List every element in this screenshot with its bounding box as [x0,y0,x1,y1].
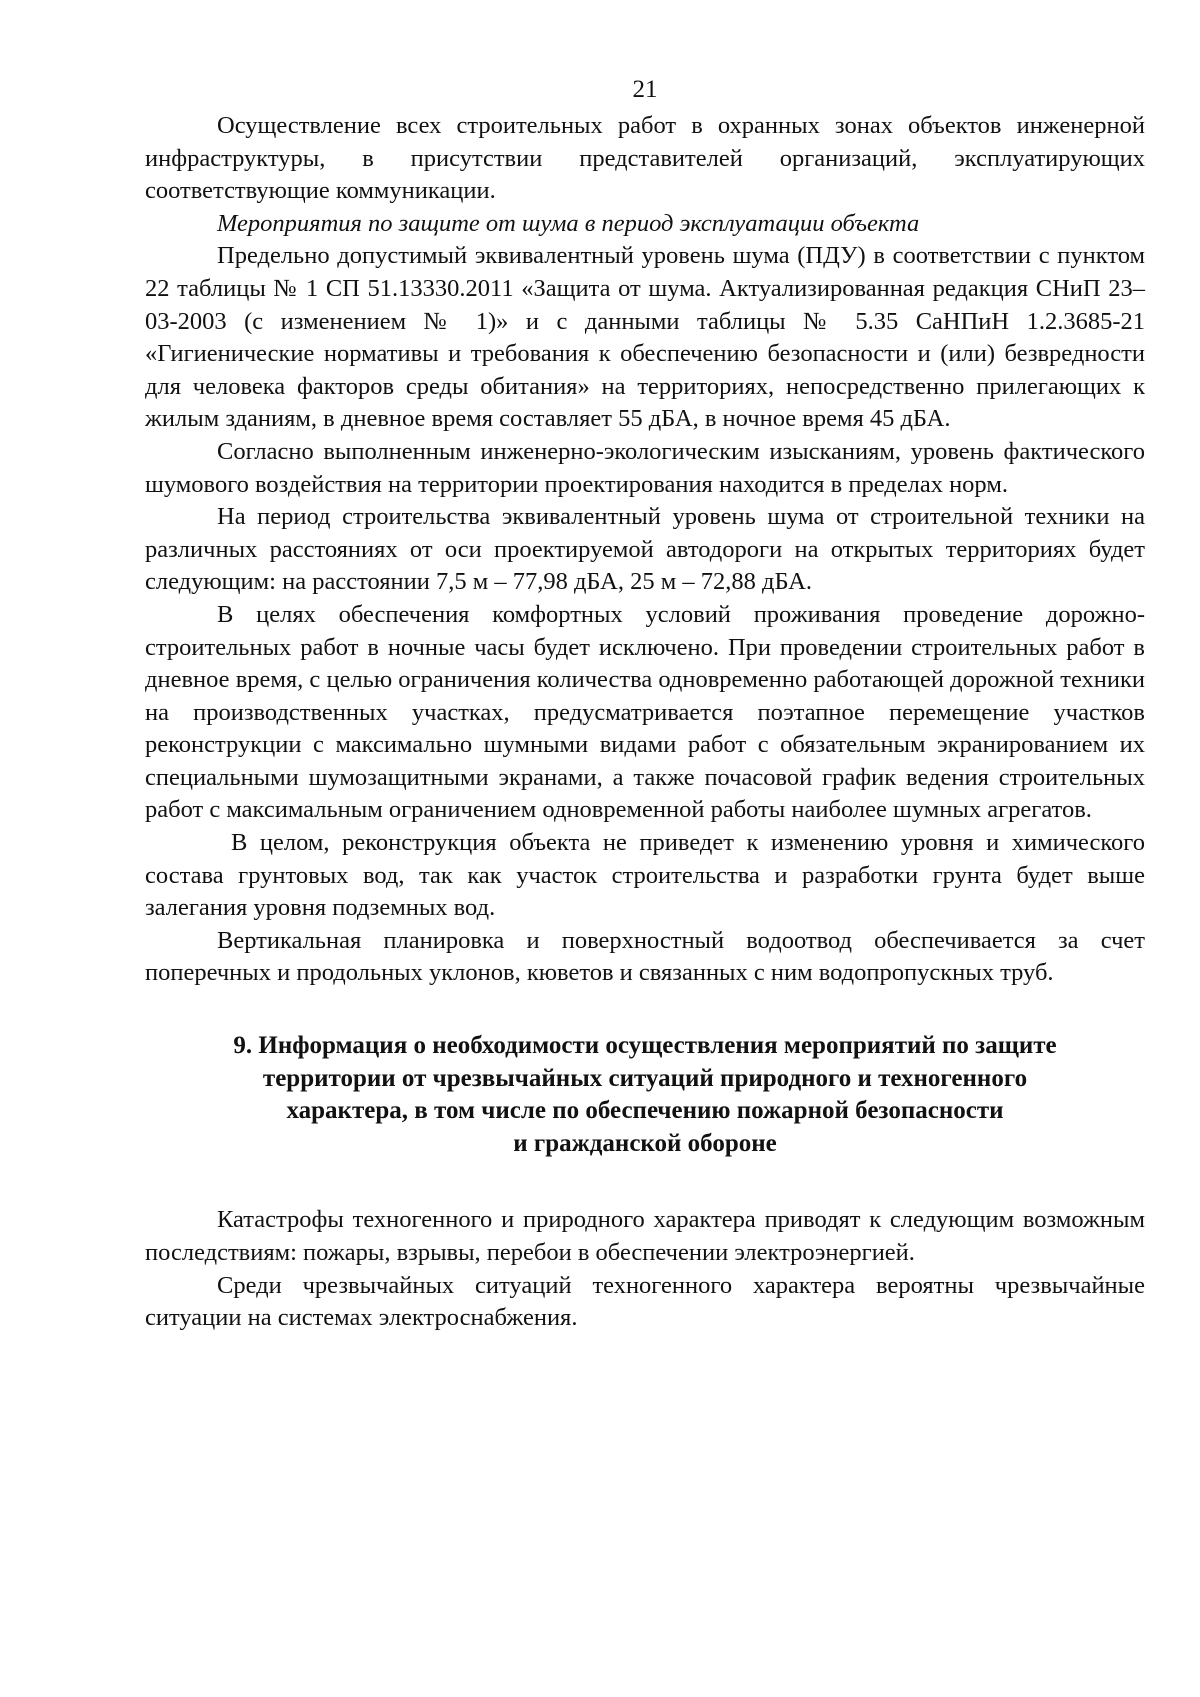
paragraph: Осуществление всех строительных работ в охранных зонах объектов инженерной инфраструктуры, в присутствии представителей организаций, эксплуатирующих соответствующие коммуникации. [145,112,1145,205]
paragraph: На период строительства эквивалентный уровень шума от строительной техники на различных расстояниях от оси проектируемой автодороги на открытых территориях будет следующим: на расстоянии 7,5 м – 77,98 дБА, 25 м – 72,88 дБА. [145,503,1145,596]
section-heading-line: территории от чрезвычайных ситуаций природного и техногенного [262,1064,1028,1092]
page-number: 21 [632,76,658,103]
paragraph: Среди чрезвычайных ситуаций техногенного характера вероятны чрезвычайные ситуации на системах электроснабжения. [145,1271,1145,1332]
section-heading-line: и гражданской обороне [513,1129,777,1157]
paragraph: В целях обеспечения комфортных условий проживания проведение дорожно-строительных работ в ночные часы будет исключено. При проведении строительных работ в дневное время, с целью ограничения количества одновременно работающей дорожной техники на производственных участках, предусматривается поэтапное перемещение участков реконструкции с максимально шумными видами работ с обязательным экранированием их специальными шумозащитными экранами, а также почасовой график ведения строительных работ с максимальным ограничением одновременной работы наиболее шумных агрегатов. [145,600,1145,824]
subsection-title: Мероприятия по защите от шума в период эксплуатации объекта [217,209,920,237]
paragraph: Согласно выполненным инженерно-экологическим изысканиям, уровень фактического шумового воздействия на территории проектирования находится в пределах норм. [145,437,1145,498]
paragraph: В целом, реконструкция объекта не приведет к изменению уровня и химического состава грунтовых вод, так как участок строительства и разработки грунта будет выше залегания уровня подземных вод. [145,829,1145,922]
paragraph: Предельно допустимый эквивалентный уровень шума (ПДУ) в соответствии с пунктом 22 таблицы № 1 СП 51.13330.2011 «Защита от шума. Актуализированная редакция СНиП 23–03-2003 (с изменением № 1)» и с данными таблицы № 5.35 СаНПиН 1.2.3685-21 «Гигиенические нормативы и требования к обеспечению безопасности и (или) безвредности для человека факторов среды обитания» на территориях, непосредственно прилегающих к жилым зданиям, в дневное время составляет 55 дБА, в ночное время 45 дБА. [145,242,1145,433]
section-heading-line: 9. Информация о необходимости осуществления мероприятий по защите [233,1032,1057,1060]
paragraph: Катастрофы техногенного и природного характера приводят к следующим возможным последствиям: пожары, взрывы, перебои в обеспечении электроэнергией. [145,1206,1145,1266]
section-heading-line: характера, в том числе по обеспечению пожарной безопасности [286,1097,1004,1125]
section-heading [145,1030,1145,1160]
document-page [145,70,1145,1335]
paragraph: Вертикальная планировка и поверхностный водоотвод обеспечивается за счет поперечных и продольных уклонов, кюветов и связанных с ним водопропускных труб. [145,926,1145,987]
